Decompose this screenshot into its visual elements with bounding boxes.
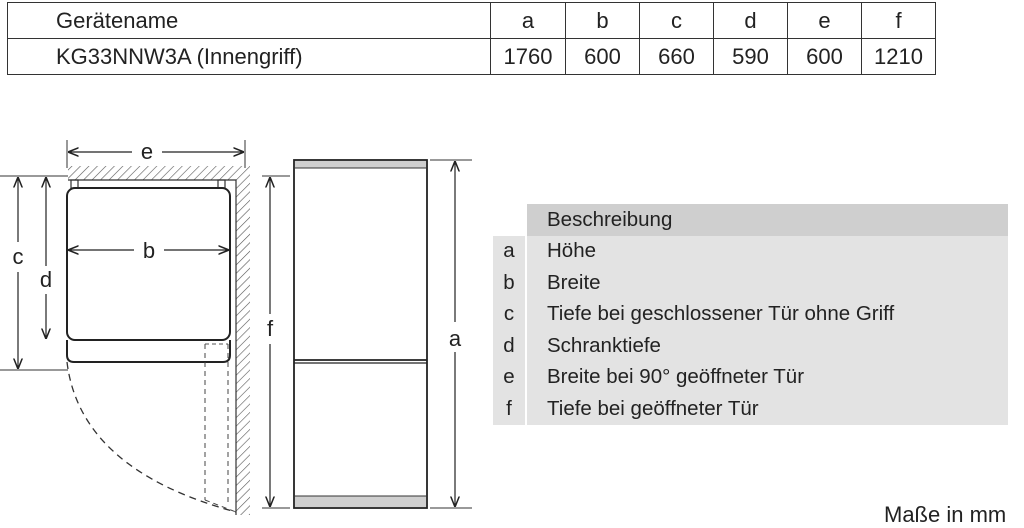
header-device-name: Gerätename bbox=[8, 3, 491, 39]
list-item bbox=[493, 393, 1008, 425]
label-a: a bbox=[448, 326, 462, 351]
header-b: b bbox=[566, 3, 640, 39]
legend-label: Breite bbox=[527, 267, 1008, 299]
header-f: f bbox=[862, 3, 936, 39]
legend-label: Tiefe bei geschlossener Tür ohne Griff bbox=[527, 299, 1008, 331]
header-d: d bbox=[714, 3, 788, 39]
value-a-cell: 1760 bbox=[491, 39, 566, 75]
list-item bbox=[493, 236, 1008, 268]
description-legend bbox=[493, 204, 1008, 425]
dimension-e bbox=[67, 139, 245, 168]
legend-key: f bbox=[493, 393, 525, 425]
legend-label: Breite bei 90° geöffneter Tür bbox=[527, 362, 1008, 394]
legend-key: a bbox=[493, 236, 525, 268]
label-c: c bbox=[12, 244, 24, 269]
label-e: e bbox=[140, 139, 154, 164]
legend-key: c bbox=[493, 299, 525, 331]
dimension-a bbox=[430, 160, 472, 508]
legend-title: Beschreibung bbox=[527, 204, 1008, 236]
top-view-cabinet bbox=[67, 180, 230, 362]
list-item bbox=[493, 362, 1008, 394]
header-e: e bbox=[788, 3, 862, 39]
legend-label: Tiefe bei geöffneter Tür bbox=[527, 393, 1008, 425]
label-b: b bbox=[142, 238, 156, 263]
dimension-c bbox=[0, 176, 68, 370]
header-a: a bbox=[491, 3, 566, 39]
value-e-cell: 600 bbox=[788, 39, 862, 75]
list-item bbox=[493, 330, 1008, 362]
front-view-appliance bbox=[294, 160, 427, 508]
legend-header bbox=[493, 204, 1008, 236]
label-d: d bbox=[39, 267, 53, 292]
legend-key: b bbox=[493, 267, 525, 299]
dimension-f bbox=[262, 176, 290, 508]
list-item bbox=[493, 299, 1008, 331]
list-item bbox=[493, 267, 1008, 299]
legend-label: Schranktiefe bbox=[527, 330, 1008, 362]
header-c: c bbox=[640, 3, 714, 39]
value-f-cell: 1210 bbox=[862, 39, 936, 75]
door-swing-arc bbox=[67, 344, 236, 512]
legend-key: e bbox=[493, 362, 525, 394]
unit-note: Maße in mm bbox=[884, 502, 1007, 527]
value-c-cell: 660 bbox=[640, 39, 714, 75]
dimension-d bbox=[40, 178, 52, 338]
legend-key: d bbox=[493, 330, 525, 362]
device-name-cell: KG33NNW3A (Innengriff) bbox=[8, 39, 491, 75]
label-f: f bbox=[266, 316, 274, 341]
value-b-cell: 600 bbox=[566, 39, 640, 75]
legend-label: Höhe bbox=[527, 236, 1008, 268]
value-d-cell: 590 bbox=[714, 39, 788, 75]
